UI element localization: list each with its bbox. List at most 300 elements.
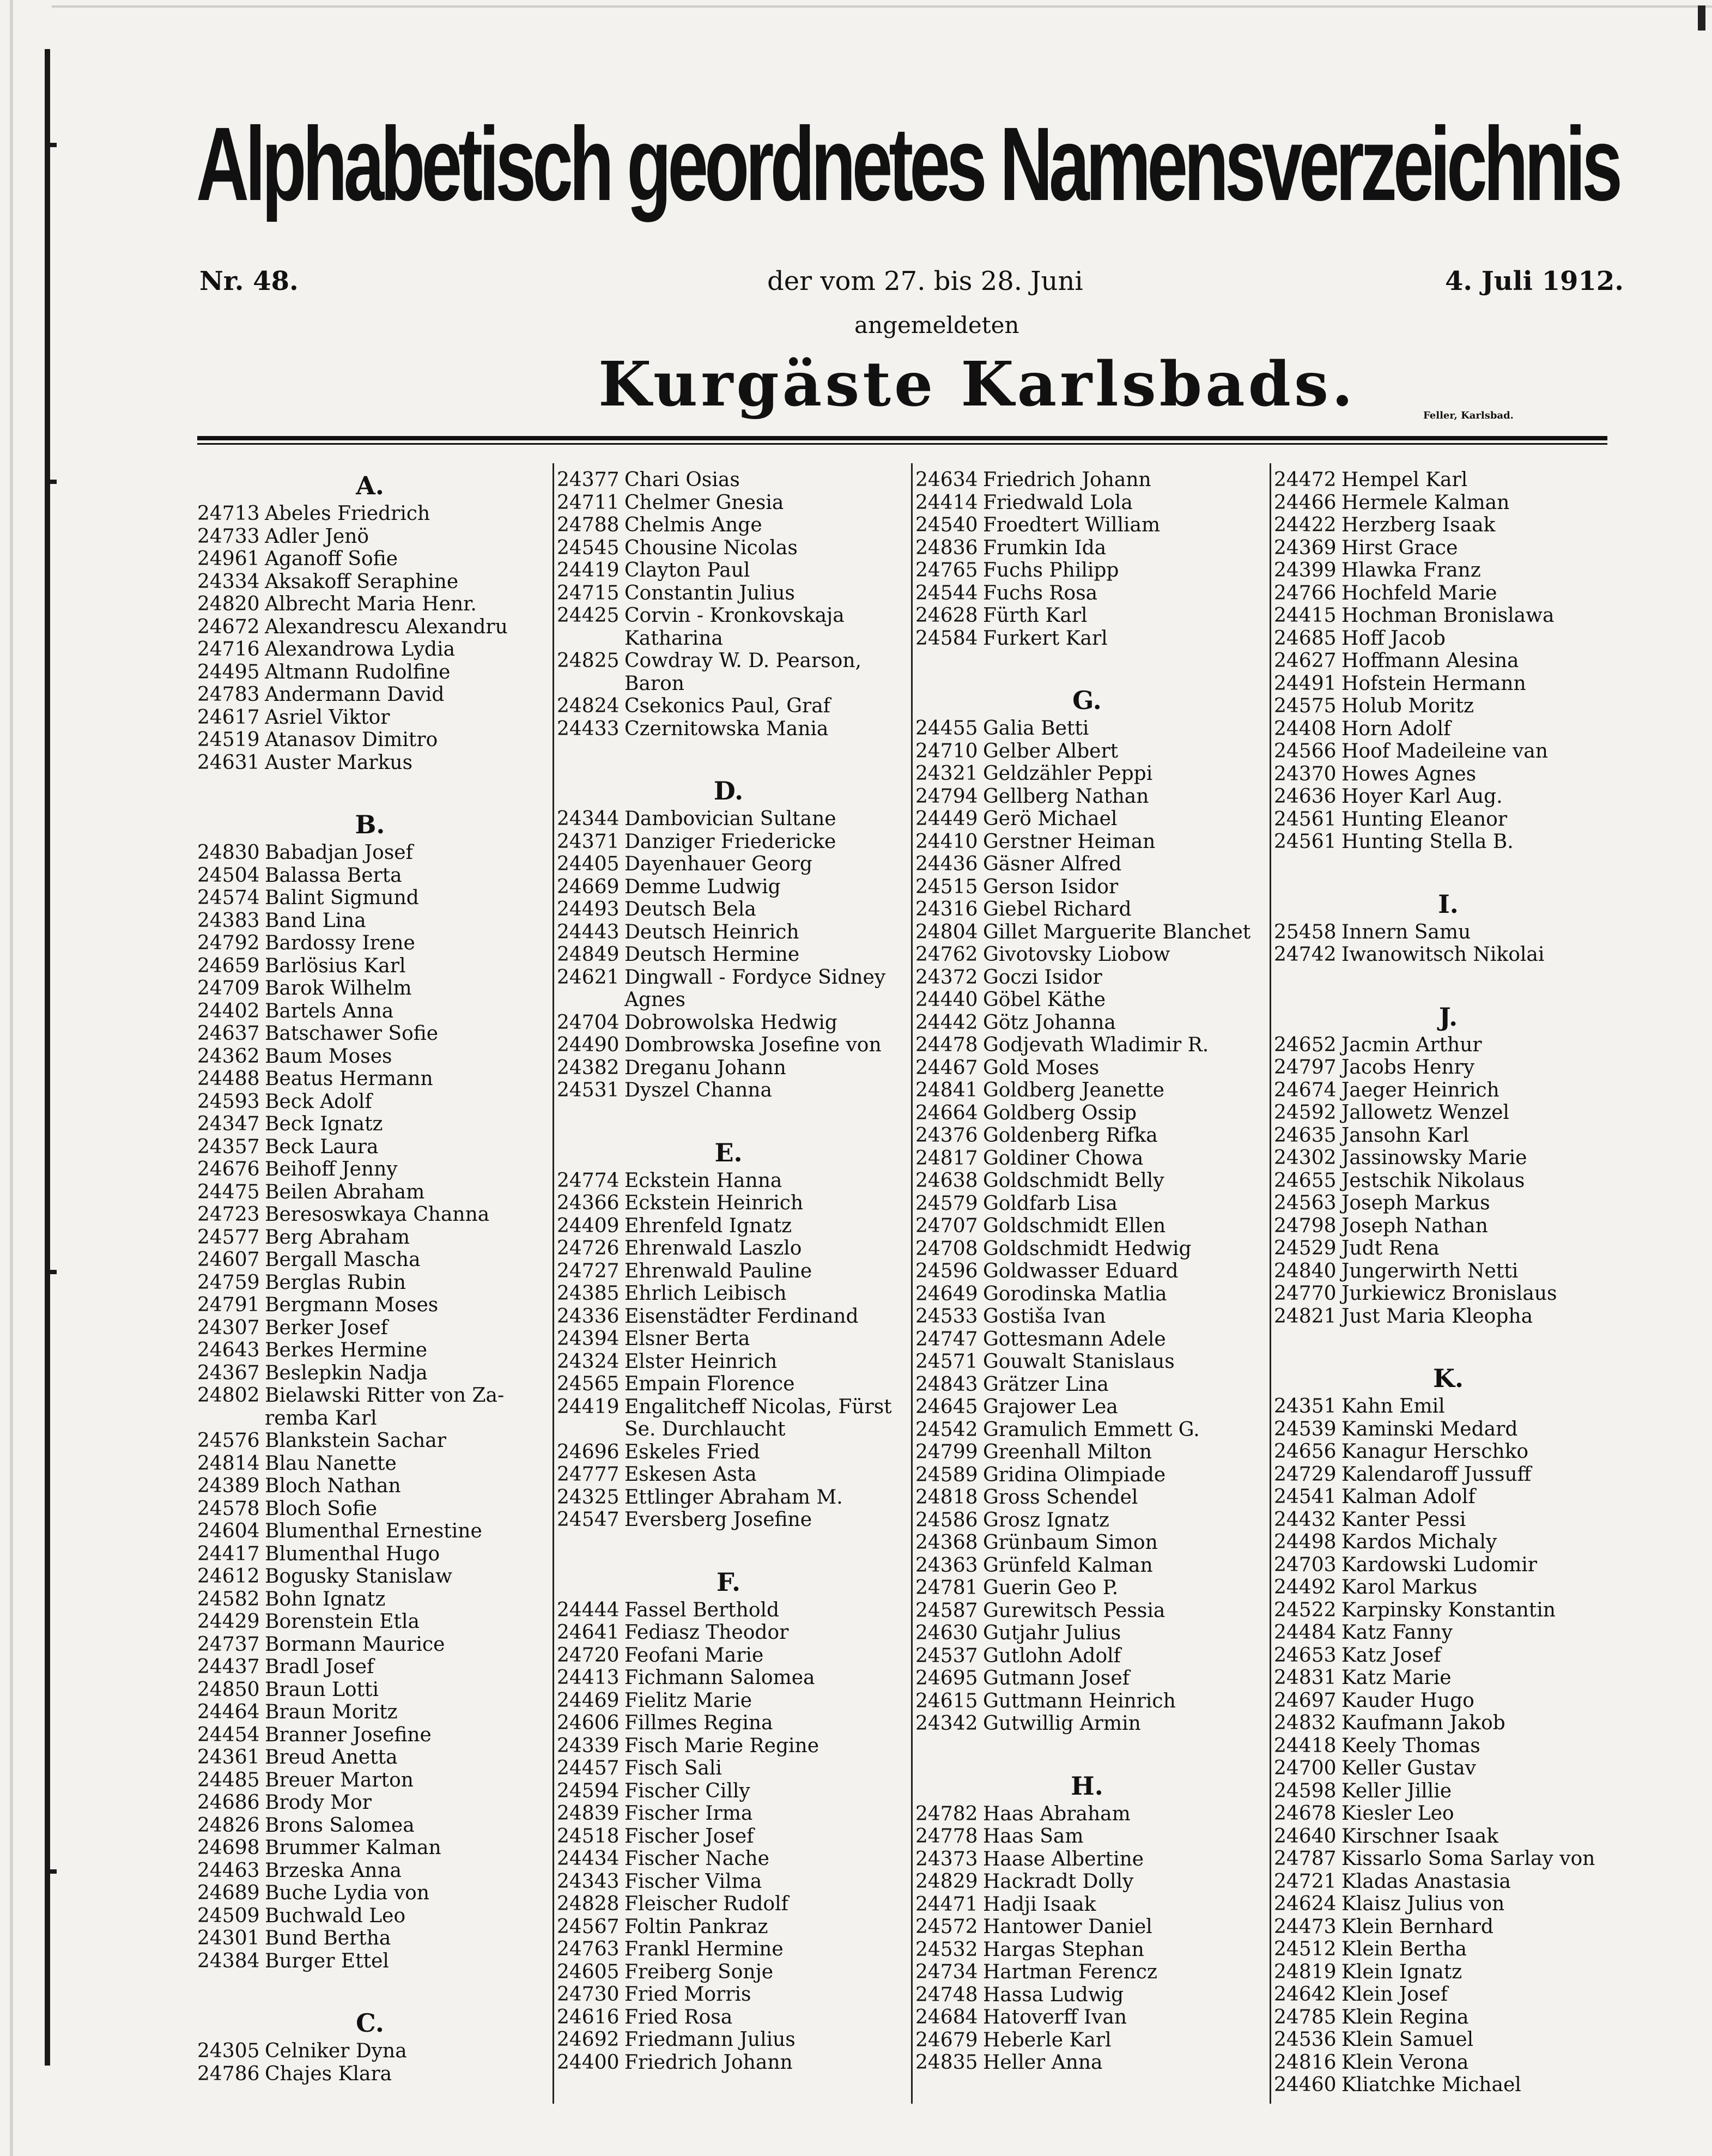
guest-entry xyxy=(197,1362,543,1385)
guest-number: 24713 xyxy=(197,502,260,525)
guest-entry xyxy=(1274,1870,1623,1893)
guest-name: Altmann Rudolfine xyxy=(265,661,451,683)
guest-name: Chelmer Gnesia xyxy=(624,491,784,514)
guest-number: 24659 xyxy=(197,954,260,977)
guest-entry xyxy=(557,582,900,605)
guest-number: 24829 xyxy=(915,1870,978,1893)
guest-name: Gouwalt Stanislaus xyxy=(983,1350,1175,1373)
guest-number: 24695 xyxy=(915,1667,978,1689)
guest-name: Fassel Berthold xyxy=(624,1598,780,1621)
guest-number: 24362 xyxy=(197,1045,260,1068)
guest-name: Götz Johanna xyxy=(983,1011,1116,1034)
guest-name: Gold Moses xyxy=(983,1056,1100,1079)
guest-number: 24400 xyxy=(557,2051,620,2074)
guest-number: 24819 xyxy=(1274,1960,1337,1983)
guest-entry xyxy=(915,2006,1259,2029)
guest-name: Dyszel Channa xyxy=(624,1079,772,1101)
guest-name: Deutsch Heinrich xyxy=(624,920,799,943)
guest-number: 24825 xyxy=(557,650,620,672)
letter-heading: C. xyxy=(356,2008,384,2038)
guest-entry xyxy=(915,2029,1259,2052)
guest-number: 24733 xyxy=(197,525,260,548)
binding-edge xyxy=(0,0,49,2156)
guest-entry xyxy=(915,492,1259,514)
guest-name: Geldzähler Peppi xyxy=(983,762,1153,785)
entry-continuation: remba Karl xyxy=(265,1407,377,1430)
section-gap xyxy=(1274,1328,1623,1361)
guest-number: 24491 xyxy=(1274,672,1337,695)
guest-name: Celniker Dyna xyxy=(265,2040,407,2062)
guest-number: 24698 xyxy=(197,1837,260,1859)
guest-entry xyxy=(1274,650,1623,673)
guest-entry xyxy=(557,1305,900,1328)
guest-name: Gramulich Emmett G. xyxy=(983,1418,1200,1441)
guest-name: Jacobs Henry xyxy=(1341,1056,1475,1079)
guest-number: 24324 xyxy=(557,1350,620,1373)
section-gap xyxy=(915,650,1259,683)
guest-number: 24464 xyxy=(197,1701,260,1723)
guest-number: 24762 xyxy=(915,943,978,966)
guest-name: Borenstein Etla xyxy=(265,1610,420,1633)
guest-name: Gäsner Alfred xyxy=(983,853,1122,875)
guest-entry xyxy=(1274,1757,1623,1780)
guest-entry xyxy=(557,1373,900,1396)
guest-entry xyxy=(915,808,1259,831)
guest-name: Dreganu Johann xyxy=(624,1056,786,1079)
guest-name: Fisch Sali xyxy=(624,1757,722,1779)
guest-number: 24727 xyxy=(557,1259,620,1282)
guest-name: Clayton Paul xyxy=(624,559,750,582)
guest-name: Elsner Berta xyxy=(624,1328,750,1350)
guest-entry xyxy=(915,1622,1259,1645)
guest-number: 24417 xyxy=(197,1542,260,1565)
guest-name: Hofstein Hermann xyxy=(1341,672,1526,695)
guest-name: Froedtert William xyxy=(983,514,1161,536)
guest-number: 24419 xyxy=(557,559,620,582)
guest-name: Hantower Daniel xyxy=(983,1916,1152,1938)
letter-heading: J. xyxy=(1438,1002,1458,1032)
guest-name: Greenhall Milton xyxy=(983,1441,1152,1463)
guest-entry xyxy=(915,785,1259,808)
guest-name: Ehrlich Leibisch xyxy=(624,1282,787,1305)
guest-entry xyxy=(1274,559,1623,582)
name-column-4 xyxy=(1274,469,1623,2097)
guest-number: 24630 xyxy=(915,1622,978,1644)
guest-number: 24700 xyxy=(1274,1757,1337,1779)
guest-name: Eversberg Josefine xyxy=(624,1509,812,1531)
guest-entry xyxy=(915,1916,1259,1939)
guest-number: 24443 xyxy=(557,920,620,943)
guest-entry xyxy=(915,762,1259,785)
guest-entry xyxy=(557,966,900,989)
guest-number: 24425 xyxy=(557,604,620,627)
guest-entry xyxy=(197,661,543,684)
guest-entry xyxy=(915,469,1259,492)
guest-number: 24791 xyxy=(197,1294,260,1316)
guest-name: Klein Regina xyxy=(1341,2006,1469,2028)
guest-entry xyxy=(915,1192,1259,1215)
guest-name: Fuchs Rosa xyxy=(983,582,1098,604)
entry-continuation: Se. Durchlaucht xyxy=(624,1418,786,1440)
guest-number: 24488 xyxy=(197,1068,260,1090)
guest-number: 24531 xyxy=(557,1079,620,1101)
guest-entry xyxy=(197,1791,543,1814)
guest-entry xyxy=(1274,1893,1623,1916)
guest-entry xyxy=(197,1045,543,1068)
guest-name: Herzberg Isaak xyxy=(1341,514,1496,536)
guest-number: 24787 xyxy=(1274,1848,1337,1870)
guest-entry xyxy=(915,1350,1259,1373)
guest-number: 24440 xyxy=(915,989,978,1011)
section-gap xyxy=(557,1102,900,1136)
guest-name: Gutwillig Armin xyxy=(983,1712,1141,1735)
guest-entry xyxy=(557,1350,900,1373)
letter-heading: K. xyxy=(1433,1364,1464,1393)
guest-entry xyxy=(557,1328,900,1350)
subject-heading: Kurgäste Karlsbads. xyxy=(598,349,1357,420)
guest-entry xyxy=(1274,1938,1623,1961)
letter-heading: G. xyxy=(1072,686,1102,715)
guest-name: Kliatchke Michael xyxy=(1341,2074,1521,2096)
guest-entry xyxy=(1274,1215,1623,1238)
guest-number: 24493 xyxy=(557,898,620,920)
guest-name: Göbel Käthe xyxy=(983,989,1106,1011)
guest-name: Katz Marie xyxy=(1341,1667,1452,1689)
guest-entry xyxy=(1274,1621,1623,1644)
guest-entry xyxy=(1274,1034,1623,1057)
guest-number: 24792 xyxy=(197,932,260,954)
guest-name: Hatoverff Ivan xyxy=(983,2006,1127,2028)
guest-number: 24692 xyxy=(557,2028,620,2051)
guest-name: Engalitcheff Nicolas, Fürst xyxy=(624,1395,892,1418)
guest-name: Empain Florence xyxy=(624,1373,795,1395)
guest-number: 24723 xyxy=(197,1203,260,1226)
guest-entry xyxy=(197,1656,543,1679)
guest-entry xyxy=(197,1384,543,1407)
guest-name: Keely Thomas xyxy=(1341,1734,1480,1757)
guest-number: 24582 xyxy=(197,1588,260,1610)
guest-number: 24607 xyxy=(197,1249,260,1271)
guest-name: Guerin Geo P. xyxy=(983,1577,1119,1599)
section-gap xyxy=(557,740,900,774)
guest-name: Gostiša Ivan xyxy=(983,1305,1106,1328)
guest-name: Gerö Michael xyxy=(983,808,1118,830)
section-gap xyxy=(197,1972,543,2006)
guest-entry xyxy=(557,695,900,718)
guest-name: Klein Bertha xyxy=(1341,1938,1467,1960)
guest-name: Barok Wilhelm xyxy=(265,977,412,1000)
guest-name: Chelmis Ange xyxy=(624,514,762,536)
guest-entry xyxy=(915,1373,1259,1396)
guest-number: 24786 xyxy=(197,2062,260,2085)
guest-number: 24684 xyxy=(915,2006,978,2028)
guest-name: Kardowski Ludomir xyxy=(1341,1553,1538,1576)
guest-number: 24368 xyxy=(915,1531,978,1554)
guest-entry xyxy=(915,1645,1259,1668)
guest-entry xyxy=(557,808,900,831)
guest-entry xyxy=(1274,627,1623,650)
guest-entry xyxy=(915,1486,1259,1509)
guest-name: Klein Samuel xyxy=(1341,2028,1474,2051)
issue-date: 4. Juli 1912. xyxy=(1445,266,1624,296)
section-gap xyxy=(1274,966,1623,1000)
guest-entry xyxy=(557,943,900,966)
guest-name: Danziger Friedericke xyxy=(624,830,836,853)
guest-name: Gerson Isidor xyxy=(983,875,1119,898)
guest-entry xyxy=(915,1079,1259,1102)
guest-name: Iwanowitsch Nikolai xyxy=(1341,943,1545,966)
guest-entry xyxy=(915,898,1259,921)
name-column-2 xyxy=(557,469,900,2074)
guest-entry xyxy=(915,831,1259,853)
guest-entry xyxy=(557,1916,900,1939)
name-column-1 xyxy=(197,469,543,2085)
guest-entry xyxy=(197,1882,543,1905)
guest-name: Gellberg Nathan xyxy=(983,785,1149,808)
guest-number: 24655 xyxy=(1274,1169,1337,1192)
guest-name: Kladas Anastasia xyxy=(1341,1870,1511,1893)
guest-number: 24592 xyxy=(1274,1101,1337,1124)
guest-name: Hackradt Dolly xyxy=(983,1870,1134,1893)
guest-entry xyxy=(1274,785,1623,808)
guest-name: Fried Morris xyxy=(624,1983,751,2006)
guest-entry xyxy=(1274,1282,1623,1305)
guest-name: Batschawer Sofie xyxy=(265,1022,439,1045)
guest-number: 24828 xyxy=(557,1893,620,1915)
guest-entry xyxy=(197,1588,543,1611)
guest-number: 24532 xyxy=(915,1938,978,1961)
guest-number: 24679 xyxy=(915,2028,978,2051)
guest-entry xyxy=(557,1644,900,1667)
guest-name: Katz Fanny xyxy=(1341,1621,1453,1644)
guest-name: Gutlohn Adolf xyxy=(983,1644,1121,1667)
guest-entry xyxy=(915,1260,1259,1283)
guest-number: 24794 xyxy=(915,785,978,808)
guest-entry xyxy=(915,943,1259,966)
guest-entry xyxy=(557,1802,900,1825)
guest-number: 24781 xyxy=(915,1577,978,1599)
guest-entry xyxy=(1274,2051,1623,2074)
guest-number: 24463 xyxy=(197,1859,260,1882)
guest-name: Godjevath Wladimir R. xyxy=(983,1034,1209,1056)
entry-continuation: Baron xyxy=(624,672,684,695)
guest-number: 24385 xyxy=(557,1282,620,1305)
guest-name: Klein Bernhard xyxy=(1341,1915,1494,1938)
guest-number: 24826 xyxy=(197,1814,260,1837)
guest-name: Bergmann Moses xyxy=(265,1294,439,1316)
guest-name: Barlösius Karl xyxy=(265,954,406,977)
guest-number: 24593 xyxy=(197,1090,260,1113)
guest-entry xyxy=(197,1543,543,1566)
guest-name: Chari Osias xyxy=(624,469,740,491)
guest-entry xyxy=(915,1328,1259,1351)
guest-entry xyxy=(197,1565,543,1588)
column-divider xyxy=(1270,463,1271,2104)
guest-entry xyxy=(557,1237,900,1260)
guest-number: 24419 xyxy=(557,1395,620,1418)
guest-number: 24836 xyxy=(915,536,978,559)
guest-name: Katz Josef xyxy=(1341,1644,1441,1667)
guest-number: 24563 xyxy=(1274,1192,1337,1214)
guest-entry xyxy=(557,1509,900,1531)
guest-number: 24402 xyxy=(197,1000,260,1022)
guest-entry xyxy=(197,1814,543,1837)
guest-entry xyxy=(915,1531,1259,1554)
guest-name: Karol Markus xyxy=(1341,1576,1478,1598)
section-gap xyxy=(557,1531,900,1565)
guest-number: 24734 xyxy=(915,1961,978,1983)
printer-credit: Feller, Karlsbad. xyxy=(1423,410,1514,421)
guest-entry xyxy=(197,910,543,932)
guest-entry xyxy=(1274,1486,1623,1509)
section-gap xyxy=(1274,853,1623,887)
guest-entry xyxy=(1274,1418,1623,1441)
guest-name: Bergall Mascha xyxy=(265,1249,421,1271)
guest-number: 24547 xyxy=(557,1509,620,1531)
guest-number: 24716 xyxy=(197,638,260,661)
guest-number: 24643 xyxy=(197,1339,260,1361)
guest-name: Corvin - Kronkovskaja xyxy=(624,604,845,627)
guest-number: 24334 xyxy=(197,570,260,593)
guest-entry xyxy=(557,2051,900,2074)
guest-number: 24841 xyxy=(915,1079,978,1101)
guest-name: Friedwald Lola xyxy=(983,491,1133,514)
guest-name: Berker Josef xyxy=(265,1316,388,1339)
guest-name: Ehrenfeld Ignatz xyxy=(624,1214,792,1237)
guest-entry xyxy=(1274,1079,1623,1102)
guest-number: 24325 xyxy=(557,1486,620,1509)
guest-number: 24442 xyxy=(915,1011,978,1034)
guest-number: 24638 xyxy=(915,1170,978,1192)
guest-number: 24382 xyxy=(557,1056,620,1079)
guest-name: Hunting Eleanor xyxy=(1341,808,1508,831)
guest-entry xyxy=(197,1633,543,1656)
guest-name: Bradl Josef xyxy=(265,1656,374,1678)
guest-name: Gelber Albert xyxy=(983,740,1119,762)
guest-entry xyxy=(557,718,900,741)
guest-entry xyxy=(197,1091,543,1113)
guest-name: Ettlinger Abraham M. xyxy=(624,1486,843,1509)
guest-name: Kalendaroff Jussuff xyxy=(1341,1463,1532,1486)
guest-number: 24676 xyxy=(197,1158,260,1180)
guest-entry xyxy=(1274,763,1623,786)
guest-name: Brummer Kalman xyxy=(265,1837,441,1859)
guest-name: Dombrowska Josefine von xyxy=(624,1034,882,1056)
guest-name: Grosz Ignatz xyxy=(983,1509,1109,1531)
guest-number: 24444 xyxy=(557,1598,620,1621)
guest-name: Dayenhauer Georg xyxy=(624,853,812,875)
guest-number: 24369 xyxy=(1274,536,1337,559)
guest-entry xyxy=(557,1712,900,1735)
guest-name: Haase Albertine xyxy=(983,1848,1144,1870)
guest-entry xyxy=(557,2006,900,2029)
guest-entry xyxy=(557,1689,900,1712)
guest-name: Karpinsky Konstantin xyxy=(1341,1598,1556,1621)
guest-name: Babadjan Josef xyxy=(265,841,413,864)
guest-entry xyxy=(1274,537,1623,560)
guest-entry xyxy=(197,1271,543,1294)
guest-number: 24436 xyxy=(915,853,978,875)
guest-number: 24742 xyxy=(1274,943,1337,966)
guest-entry xyxy=(915,1712,1259,1735)
guest-number: 24726 xyxy=(557,1237,620,1259)
guest-number: 24492 xyxy=(1274,1576,1337,1598)
guest-number: 24495 xyxy=(197,661,260,683)
guest-number: 24376 xyxy=(915,1124,978,1147)
guest-entry xyxy=(1274,831,1623,853)
guest-name: Beck Ignatz xyxy=(265,1113,383,1135)
guest-number: 24533 xyxy=(915,1305,978,1328)
guest-number: 24408 xyxy=(1274,717,1337,740)
guest-name: Bardossy Irene xyxy=(265,932,415,954)
guest-number: 24831 xyxy=(1274,1667,1337,1689)
guest-entry xyxy=(197,1701,543,1724)
guest-entry xyxy=(915,1984,1259,2007)
guest-entry xyxy=(557,1983,900,2006)
guest-number: 24371 xyxy=(557,830,620,853)
guest-entry xyxy=(197,1317,543,1340)
guest-name: Beihoff Jenny xyxy=(265,1158,398,1180)
guest-entry xyxy=(197,1905,543,1928)
guest-name: Kardos Michaly xyxy=(1341,1531,1497,1553)
guest-entry xyxy=(557,2028,900,2051)
guest-name: Gutmann Josef xyxy=(983,1667,1130,1689)
guest-entry xyxy=(197,1679,543,1701)
guest-name: Kirschner Isaak xyxy=(1341,1825,1499,1848)
guest-number: 24748 xyxy=(915,1983,978,2006)
guest-number: 24469 xyxy=(557,1689,620,1712)
guest-number: 24770 xyxy=(1274,1282,1337,1305)
guest-name: Hlawka Franz xyxy=(1341,559,1481,582)
guest-name: Hoof Madeileine van xyxy=(1341,740,1548,762)
guest-name: Eckstein Hanna xyxy=(624,1169,782,1192)
guest-entry xyxy=(197,1452,543,1475)
guest-number: 24612 xyxy=(197,1565,260,1588)
guest-entry xyxy=(1274,1961,1623,1984)
guest-number: 24536 xyxy=(1274,2028,1337,2051)
guest-number: 24961 xyxy=(197,548,260,570)
guest-entry xyxy=(1274,1192,1623,1215)
guest-name: Atanasov Dimitro xyxy=(265,729,438,751)
page-title: Alphabetisch geordnetes Namensverzeichnis xyxy=(196,105,1619,222)
guest-name: Hochfeld Marie xyxy=(1341,582,1497,604)
guest-number: 24594 xyxy=(557,1779,620,1802)
guest-entry xyxy=(915,1939,1259,1961)
guest-number: 24339 xyxy=(557,1734,620,1757)
guest-name: Adler Jenö xyxy=(265,525,369,548)
guest-number: 24710 xyxy=(915,740,978,762)
guest-entry xyxy=(557,831,900,853)
guest-number: 24765 xyxy=(915,559,978,582)
guest-entry xyxy=(197,683,543,706)
guest-number: 24460 xyxy=(1274,2074,1337,2096)
guest-number: 24674 xyxy=(1274,1079,1337,1101)
column-divider xyxy=(553,463,554,2104)
guest-entry xyxy=(915,1238,1259,1261)
guest-number: 24627 xyxy=(1274,650,1337,672)
header-rule xyxy=(197,436,1607,440)
guest-entry xyxy=(197,729,543,752)
guest-name: Dingwall - Fordyce Sidney xyxy=(624,966,886,989)
guest-number: 24616 xyxy=(557,2006,620,2028)
guest-name: Deutsch Bela xyxy=(624,898,756,920)
guest-number: 24850 xyxy=(197,1678,260,1701)
guest-number: 24578 xyxy=(197,1497,260,1520)
guest-number: 24509 xyxy=(197,1904,260,1927)
guest-name: Buchwald Leo xyxy=(265,1904,406,1927)
guest-name: Alexandrescu Alexandru xyxy=(265,615,508,638)
guest-number: 24472 xyxy=(1274,469,1337,491)
